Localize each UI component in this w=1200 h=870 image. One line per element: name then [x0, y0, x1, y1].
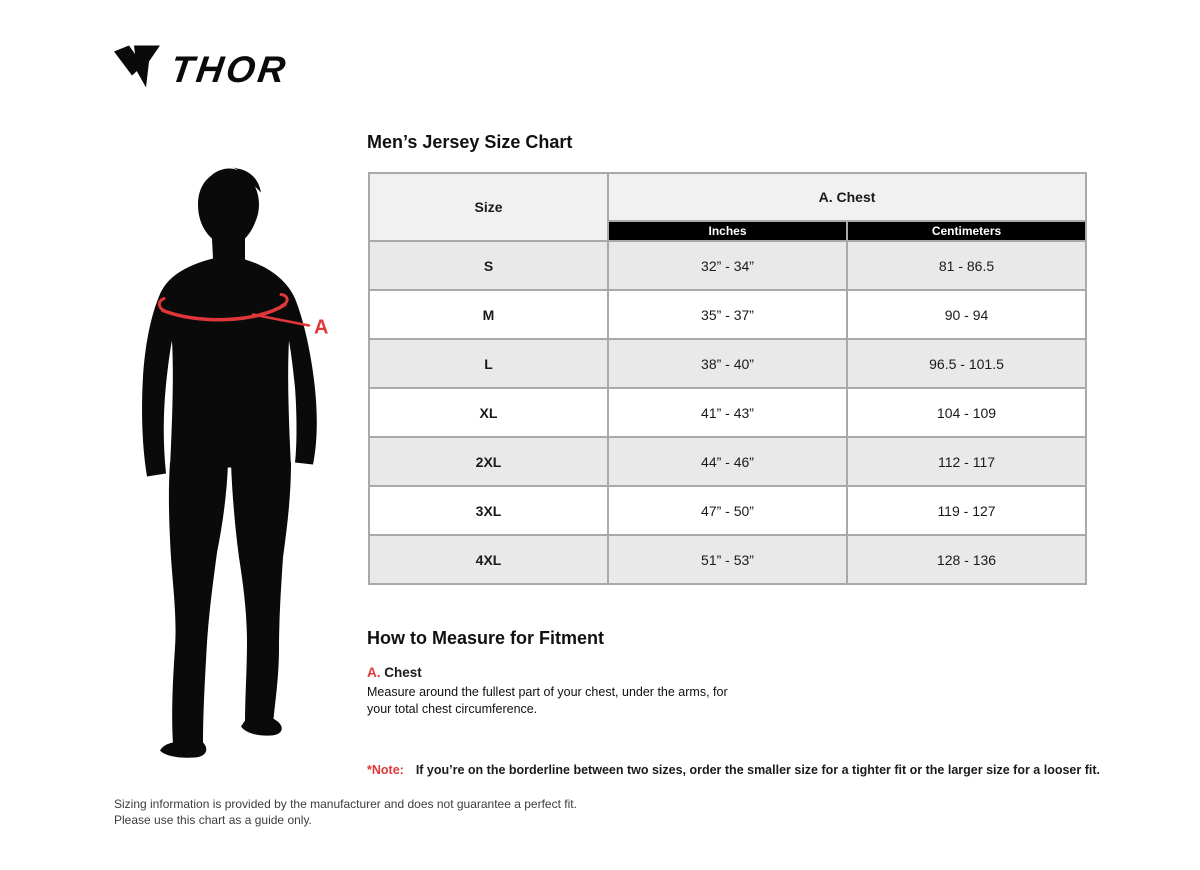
- section-heading: How to Measure for Fitment: [367, 628, 605, 648]
- table-row: [369, 339, 1086, 388]
- note-text: If you’re on the borderline between two sizes, order the smaller size for a tighter fit or the larger size for a looser fit.: [415, 763, 1100, 777]
- table-row: [369, 290, 1086, 339]
- size-cell: 4XL: [369, 535, 608, 584]
- thor-logo: [113, 44, 291, 94]
- measure-item-chest: [367, 665, 767, 718]
- centimeters-cell: 90 - 94: [847, 290, 1086, 339]
- measure-item-key: A.: [367, 665, 381, 680]
- thor-logo-text: THOR: [168, 48, 291, 90]
- centimeters-cell: 96.5 - 101.5: [847, 339, 1086, 388]
- size-cell: S: [369, 241, 608, 290]
- inches-cell: 41” - 43”: [608, 388, 847, 437]
- inches-cell: 35” - 37”: [608, 290, 847, 339]
- inches-cell: 51” - 53”: [608, 535, 847, 584]
- size-cell: 2XL: [369, 437, 608, 486]
- measure-item-name: Chest: [384, 665, 422, 680]
- inches-cell: 32” - 34”: [608, 241, 847, 290]
- disclaimer-line-1: Sizing information is provided by the manufacturer and does not guarantee a perfect fit.: [114, 797, 577, 811]
- centimeters-cell: 128 - 136: [847, 535, 1086, 584]
- size-cell: L: [369, 339, 608, 388]
- thor-logo-icon: [113, 44, 161, 94]
- note-prefix: *Note:: [367, 763, 404, 777]
- table-row: [369, 535, 1086, 584]
- sizing-note: [367, 763, 1100, 777]
- table-row: [369, 388, 1086, 437]
- disclaimer-line-2: Please use this chart as a guide only.: [114, 813, 312, 828]
- size-cell: M: [369, 290, 608, 339]
- size-cell: 3XL: [369, 486, 608, 535]
- male-silhouette-icon: [133, 160, 333, 765]
- column-header-inches: Inches: [608, 221, 847, 241]
- body-silhouette-figure: [133, 160, 333, 765]
- inches-cell: 47” - 50”: [608, 486, 847, 535]
- measure-item-description: Measure around the fullest part of your chest, under the arms, for your total chest circumference.: [367, 685, 728, 716]
- table-row: [369, 486, 1086, 535]
- chest-measure-label: A: [314, 316, 329, 339]
- disclaimer-footer: [114, 796, 577, 828]
- measure-item-label: [367, 665, 767, 680]
- centimeters-cell: 119 - 127: [847, 486, 1086, 535]
- column-header-size: Size: [369, 173, 608, 241]
- column-header-centimeters: Centimeters: [847, 221, 1086, 241]
- column-header-chest: A. Chest: [608, 173, 1086, 221]
- centimeters-cell: 112 - 117: [847, 437, 1086, 486]
- inches-cell: 44” - 46”: [608, 437, 847, 486]
- page-title: Men’s Jersey Size Chart: [367, 132, 573, 152]
- inches-cell: 38” - 40”: [608, 339, 847, 388]
- size-table-body: [369, 241, 1086, 584]
- size-chart-table: [368, 172, 1087, 585]
- size-cell: XL: [369, 388, 608, 437]
- table-row: [369, 241, 1086, 290]
- centimeters-cell: 104 - 109: [847, 388, 1086, 437]
- centimeters-cell: 81 - 86.5: [847, 241, 1086, 290]
- table-row: [369, 437, 1086, 486]
- how-to-measure-section: [367, 628, 767, 718]
- size-table: [368, 172, 1087, 585]
